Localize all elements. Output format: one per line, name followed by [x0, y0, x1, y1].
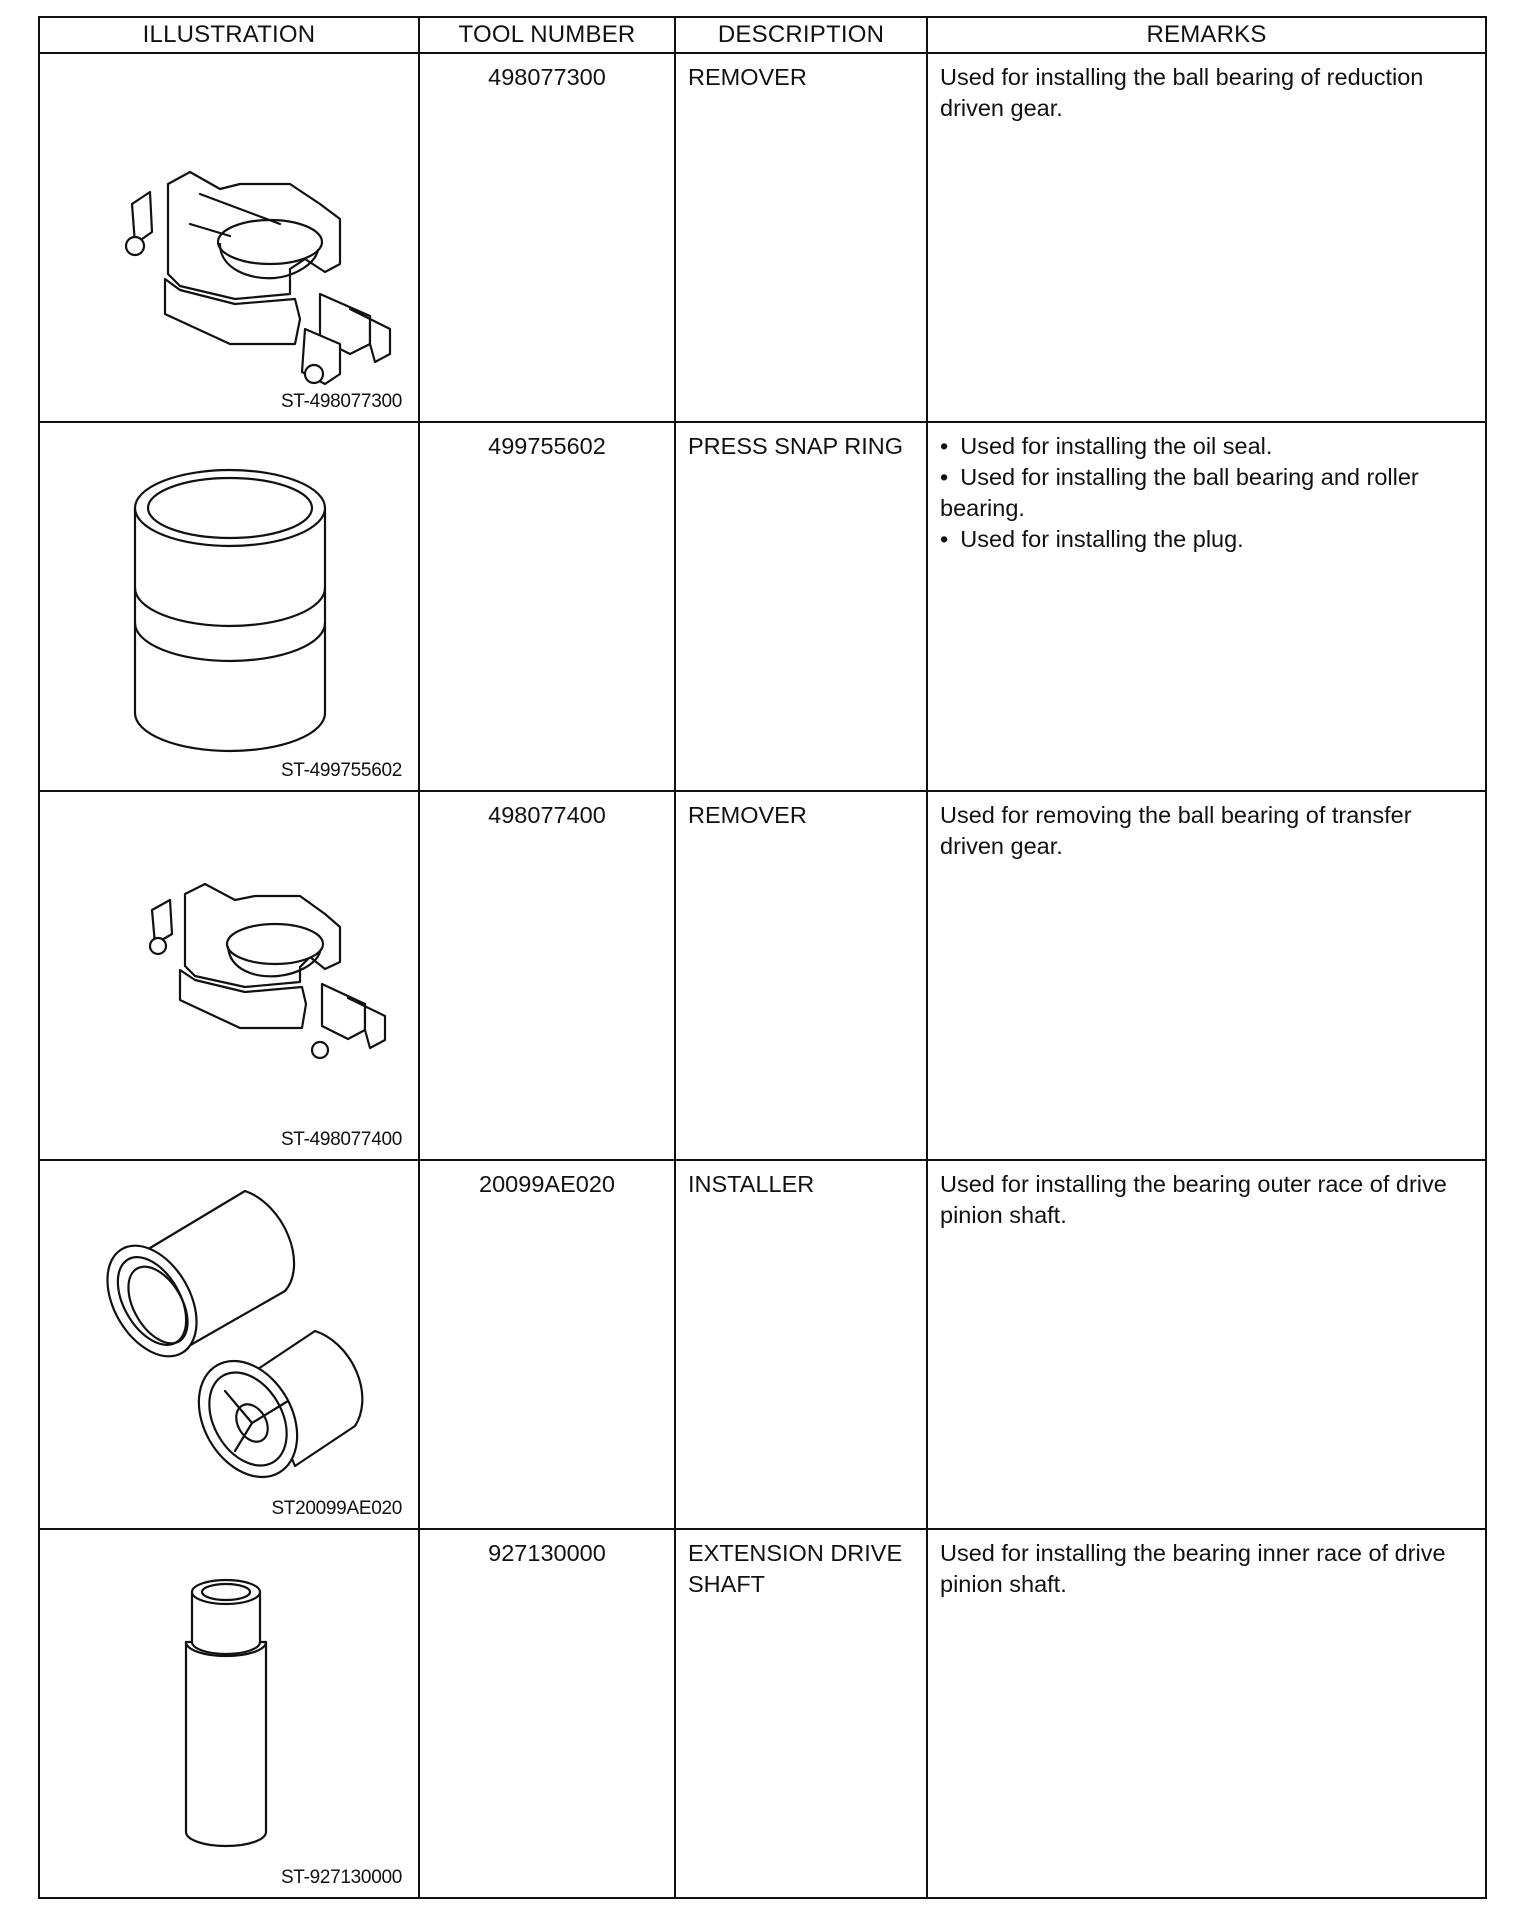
- description: PRESS SNAP RING: [675, 422, 927, 791]
- table-row: [39, 791, 1486, 1160]
- remarks-item: • Used for installing the oil seal.: [940, 431, 1475, 462]
- illustration-cell: [39, 53, 419, 422]
- table-header-row: [39, 17, 1486, 53]
- special-tools-table: [38, 16, 1487, 1899]
- remover-tool-drawing: [40, 54, 420, 423]
- header-tool-number: TOOL NUMBER: [419, 17, 675, 53]
- illustration-code: ST-499755602: [280, 760, 402, 781]
- tool-number: 20099AE020: [419, 1160, 675, 1529]
- remarks-item: • Used for installing the plug.: [940, 524, 1475, 555]
- remarks: Used for removing the ball bearing of transfer driven gear.: [927, 791, 1486, 1160]
- description: REMOVER: [675, 791, 927, 1160]
- illustration-code: ST-498077400: [280, 1129, 402, 1150]
- header-description: DESCRIPTION: [675, 17, 927, 53]
- description: INSTALLER: [675, 1160, 927, 1529]
- header-illustration: ILLUSTRATION: [39, 17, 419, 53]
- remarks-item: • Used for installing the ball bearing and roller bearing.: [940, 462, 1475, 524]
- remarks-list: [940, 431, 1475, 555]
- illustration-cell: [39, 1160, 419, 1529]
- illustration-code: ST-927130000: [280, 1867, 402, 1888]
- remarks: Used for installing the ball bearing of reduction driven gear.: [927, 53, 1486, 422]
- header-remarks: REMARKS: [927, 17, 1486, 53]
- table-row: [39, 1160, 1486, 1529]
- press-snap-ring-drawing: [40, 423, 420, 792]
- table-row: [39, 422, 1486, 791]
- remarks: Used for installing the bearing inner race of drive pinion shaft.: [927, 1529, 1486, 1898]
- extension-drive-shaft-drawing: [40, 1530, 420, 1899]
- table-row: [39, 53, 1486, 422]
- tool-number: 499755602: [419, 422, 675, 791]
- installer-drawing: [40, 1161, 420, 1530]
- illustration-code: ST20099AE020: [271, 1498, 402, 1519]
- illustration-cell: [39, 422, 419, 791]
- description: EXTENSION DRIVE SHAFT: [675, 1529, 927, 1898]
- illustration-cell: [39, 791, 419, 1160]
- tool-number: 498077300: [419, 53, 675, 422]
- remarks: Used for installing the bearing outer race of drive pinion shaft.: [927, 1160, 1486, 1529]
- tool-number: 498077400: [419, 791, 675, 1160]
- remarks: [927, 422, 1486, 791]
- illustration-code: ST-498077300: [280, 391, 402, 412]
- description: REMOVER: [675, 53, 927, 422]
- illustration-cell: [39, 1529, 419, 1898]
- tool-number: 927130000: [419, 1529, 675, 1898]
- table-row: [39, 1529, 1486, 1898]
- remover-tool-drawing: [40, 792, 420, 1161]
